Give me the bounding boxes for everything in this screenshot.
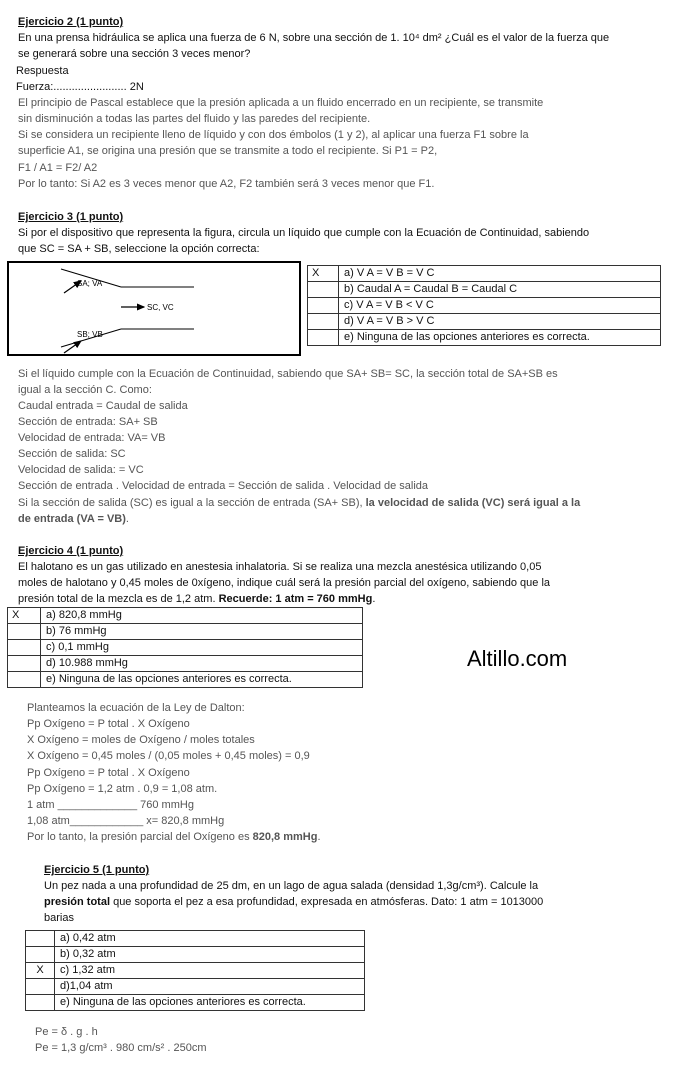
option-row[interactable] <box>308 282 661 298</box>
ej3-answer-line-9 <box>18 495 580 511</box>
ej3-answer-line-7: Velocidad de salida: = VC <box>18 464 144 476</box>
ej4-answer-period: . <box>317 831 321 843</box>
ej3-answer-line-10-bold: de entrada (VA = VB) <box>18 513 126 525</box>
option-row[interactable] <box>26 979 365 995</box>
ej5-question-line-2 <box>44 894 543 910</box>
option-row[interactable] <box>26 947 365 963</box>
option-row[interactable] <box>8 672 363 688</box>
ej2-answer-line-6: Por lo tanto: Si A2 es 3 veces menor que A2, F2 también será 3 veces menor que F1. <box>18 178 435 190</box>
option-text: b) 0,32 atm <box>55 947 365 963</box>
option-text: b) Caudal A = Caudal B = Caudal C <box>339 282 661 298</box>
option-text: c) 1,32 atm <box>55 963 365 979</box>
ej2-respuesta-label: Respuesta <box>16 65 69 77</box>
ej4-answer-line-4: X Oxígeno = 0,45 moles / (0,05 moles + 0,45 moles) = 0,9 <box>27 750 310 762</box>
option-mark <box>308 314 339 330</box>
option-mark <box>308 282 339 298</box>
ej5-answer-line-1: Pe = δ . g . h <box>35 1026 98 1038</box>
ej4-answer-line-1: Planteamos la ecuación de la Ley de Dalton: <box>27 702 245 714</box>
ej4-answer-line-6: Pp Oxígeno = 1,2 atm . 0,9 = 1,08 atm. <box>27 783 218 795</box>
ej4-answer-line-5: Pp Oxígeno = P total . X Oxígeno <box>27 767 190 779</box>
option-mark <box>8 672 41 688</box>
ej2-question-line-2: se generará sobre una sección 3 veces menor? <box>18 48 251 60</box>
option-mark <box>308 298 339 314</box>
option-row[interactable] <box>8 624 363 640</box>
ej3-flow-figure <box>7 261 301 356</box>
option-mark: X <box>308 266 339 282</box>
ej4-answer-line-3: X Oxígeno = moles de Oxígeno / moles totales <box>27 734 255 746</box>
ej3-answer-line-1: Si el líquido cumple con la Ecuación de Continuidad, sabiendo que SA+ SB= SC, la sección total de SA+SB es <box>18 368 558 380</box>
option-mark: X <box>26 963 55 979</box>
ej4-answer-line-2: Pp Oxígeno = P total . X Oxígeno <box>27 718 190 730</box>
ej4-answer-line-9-bold: 820,8 mmHg <box>252 831 318 843</box>
label-sa-va: SA; VA <box>77 279 103 288</box>
ej4-question-period: . <box>372 593 376 605</box>
ej2-answer-line-5: F1 / A1 = F2/ A2 <box>18 162 98 174</box>
option-mark <box>8 624 41 640</box>
ej5-question-line-3: barias <box>44 912 74 924</box>
option-text: e) Ninguna de las opciones anteriores es correcta. <box>41 672 363 688</box>
ej3-answer-line-4: Sección de entrada: SA+ SB <box>18 416 158 428</box>
option-row[interactable] <box>26 931 365 947</box>
ej5-options-table <box>25 930 365 1011</box>
ej4-options-table <box>7 607 363 688</box>
option-text: b) 76 mmHg <box>41 624 363 640</box>
option-row[interactable] <box>308 314 661 330</box>
ej4-question-line-3-normal: presión total de la mezcla es de 1,2 atm. <box>18 593 219 605</box>
ej4-answer-line-7: 1 atm _____________ 760 mmHg <box>27 799 194 811</box>
ej2-answer-line-1: El principio de Pascal establece que la presión aplicada a un fluido encerrado en un recipiente, se transmite <box>18 97 544 109</box>
ej4-answer-line-8: 1,08 atm____________ x= 820,8 mmHg <box>27 815 225 827</box>
ej2-answer-line-3: Si se considera un recipiente lleno de líquido y con dos émbolos (1 y 2), al aplicar una fuerza F1 sobre la <box>18 129 529 141</box>
option-mark <box>26 979 55 995</box>
ej3-answer-line-2: igual a la sección C. Como: <box>18 384 152 396</box>
option-text: e) Ninguna de las opciones anteriores es correcta. <box>339 330 661 346</box>
ej4-question-line-1: El halotano es un gas utilizado en anestesia inhalatoria. Si se realiza una mezcla anestésica utilizando 0,05 <box>18 561 542 573</box>
option-row[interactable] <box>8 640 363 656</box>
ej5-question-line-2-bold: presión total <box>44 896 111 908</box>
option-text: c) 0,1 mmHg <box>41 640 363 656</box>
ej3-answer-line-3: Caudal entrada = Caudal de salida <box>18 400 188 412</box>
option-text: a) 0,42 atm <box>55 931 365 947</box>
option-mark <box>26 995 55 1011</box>
option-row[interactable] <box>26 995 365 1011</box>
label-sc-vc: SC, VC <box>147 303 174 312</box>
ej3-options-table <box>307 265 661 346</box>
ej2-title: Ejercicio 2 (1 punto) <box>18 16 124 28</box>
ej4-title: Ejercicio 4 (1 punto) <box>18 545 124 557</box>
option-row[interactable] <box>8 608 363 624</box>
option-text: e) Ninguna de las opciones anteriores es correcta. <box>55 995 365 1011</box>
option-row[interactable] <box>308 330 661 346</box>
ej3-answer-line-5: Velocidad de entrada: VA= VB <box>18 432 166 444</box>
ej2-question-line-1: En una prensa hidráulica se aplica una fuerza de 6 N, sobre una sección de 1. 10⁴ dm² ¿Cuál es el valor de la fuerza que <box>18 32 610 44</box>
ej4-recuerde-note: Recuerde: 1 atm = 760 mmHg <box>218 593 373 605</box>
option-text: d) V A = V B > V C <box>339 314 661 330</box>
ej3-answer-line-10 <box>18 511 129 527</box>
ej2-fuerza-answer: Fuerza:........................ 2N <box>16 81 144 93</box>
option-mark <box>8 640 41 656</box>
pipe-junction-diagram <box>9 263 299 354</box>
ej2-answer-line-2: sin disminución a todas las partes del fluido y las paredes del recipiente. <box>18 113 371 125</box>
ej4-answer-line-9 <box>27 829 321 845</box>
option-mark <box>308 330 339 346</box>
ej5-question-line-1: Un pez nada a una profundidad de 25 dm, en un lago de agua salada (densidad 1,3g/cm³). Calcule la <box>44 880 539 892</box>
option-row[interactable] <box>26 963 365 979</box>
ej3-question-line-2: que SC = SA + SB, seleccione la opción correcta: <box>18 243 260 255</box>
ej4-answer-line-9-normal: Por lo tanto, la presión parcial del Oxígeno es <box>27 831 253 843</box>
ej4-question-line-3 <box>18 591 375 607</box>
option-mark: X <box>8 608 41 624</box>
ej3-answer-line-9-bold: la velocidad de salida (VC) será igual a la <box>365 497 581 509</box>
altillo-watermark: Altillo.com <box>467 646 568 671</box>
ej2-answer-line-4: superficie A1, se origina una presión que se transmite a todo el recipiente. Si P1 = P2, <box>18 145 438 157</box>
ej3-answer-line-6: Sección de salida: SC <box>18 448 126 460</box>
label-sb-vb: SB; VB <box>77 330 103 339</box>
option-mark <box>8 656 41 672</box>
option-row[interactable] <box>308 298 661 314</box>
ej5-question-line-2-normal: que soporta el pez a esa profundidad, expresada en atmósferas. Dato: 1 atm = 1013000 <box>110 896 544 908</box>
ej3-question-line-1: Si por el dispositivo que representa la figura, circula un líquido que cumple con la Ecuación de Continuidad, sabiendo <box>18 227 590 239</box>
ej3-answer-line-10-normal: . <box>125 513 129 525</box>
option-text: a) V A = V B = V C <box>339 266 661 282</box>
option-text: d)1,04 atm <box>55 979 365 995</box>
option-text: d) 10.988 mmHg <box>41 656 363 672</box>
ej3-answer-line-8: Sección de entrada . Velocidad de entrada = Sección de salida . Velocidad de salida <box>18 480 429 492</box>
option-row[interactable] <box>8 656 363 672</box>
ej3-title: Ejercicio 3 (1 punto) <box>18 211 124 223</box>
ej4-question-line-2: moles de halotano y 0,45 moles de 0xígeno, indique cuál será la presión parcial del oxígeno, sabiendo que la <box>18 577 551 589</box>
option-mark <box>26 947 55 963</box>
option-text: a) 820,8 mmHg <box>41 608 363 624</box>
ej3-answer-line-9-normal: Si la sección de salida (SC) es igual a la sección de entrada (SA+ SB), <box>18 497 366 509</box>
option-row[interactable] <box>308 266 661 282</box>
option-mark <box>26 931 55 947</box>
option-text: c) V A = V B < V C <box>339 298 661 314</box>
ej5-answer-line-2: Pe = 1,3 g/cm³ . 980 cm/s² . 250cm <box>35 1042 207 1054</box>
ej5-title: Ejercicio 5 (1 punto) <box>44 864 150 876</box>
